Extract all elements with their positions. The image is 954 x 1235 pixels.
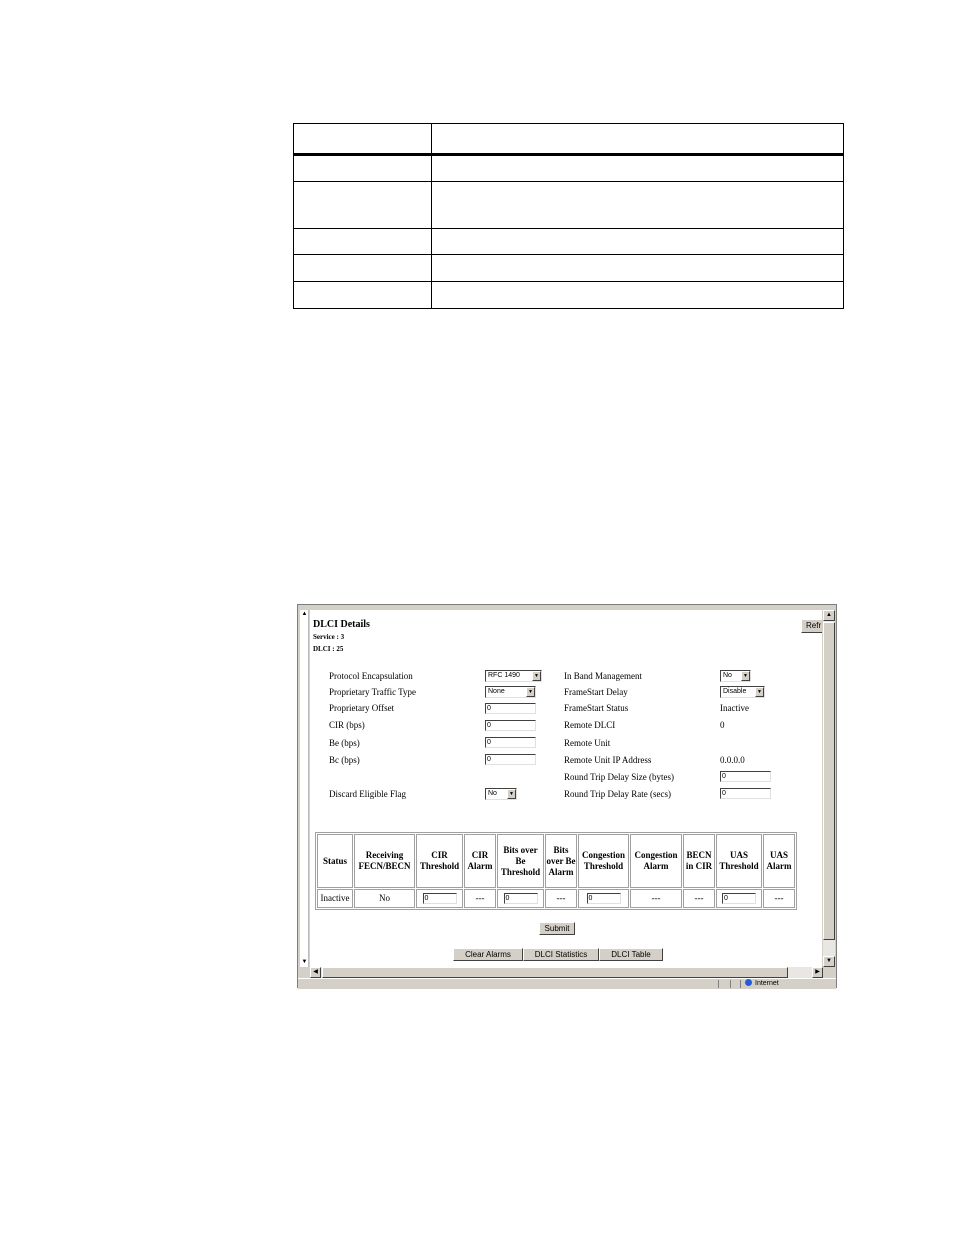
col-receiving: Receiving FECN/BECN bbox=[354, 834, 415, 888]
reference-table-row bbox=[294, 282, 844, 309]
row-status: Inactive bbox=[317, 889, 353, 908]
protocol-encapsulation-select[interactable] bbox=[485, 670, 542, 682]
col-bits-be-alarm: Bits over Be Alarm bbox=[545, 834, 577, 888]
page-title: DLCI Details bbox=[313, 619, 370, 630]
reference-table-row bbox=[294, 255, 844, 282]
in-band-management-label: In Band Management bbox=[564, 671, 642, 681]
col-congestion-threshold: Congestion Threshold bbox=[578, 834, 629, 888]
rtd-size-label: Round Trip Delay Size (bytes) bbox=[564, 772, 674, 782]
discard-eligible-flag-label: Discard Eligible Flag bbox=[329, 789, 406, 799]
remote-unit-label: Remote Unit bbox=[564, 738, 611, 748]
row-receiving: No bbox=[354, 889, 415, 908]
col-becn-cir: BECN in CIR bbox=[683, 834, 715, 888]
zone-label: Internet bbox=[755, 980, 779, 987]
table-row bbox=[317, 889, 795, 908]
service-label: Service : 3 bbox=[313, 633, 345, 641]
chevron-down-icon: ▼ bbox=[526, 687, 535, 697]
reference-table-row bbox=[294, 182, 844, 229]
col-cir-threshold: CIR Threshold bbox=[416, 834, 463, 888]
col-status: Status bbox=[317, 834, 353, 888]
be-label: Be (bps) bbox=[329, 738, 360, 748]
horizontal-scrollbar[interactable] bbox=[310, 967, 823, 978]
row-congestion-alarm: --- bbox=[630, 889, 682, 908]
framestart-status-value: Inactive bbox=[720, 703, 749, 713]
refresh-button[interactable]: Refr bbox=[801, 619, 822, 633]
security-zone bbox=[745, 979, 779, 989]
browser-status-bar bbox=[298, 978, 836, 989]
bc-label: Bc (bps) bbox=[329, 755, 360, 765]
proprietary-traffic-type-value: None bbox=[488, 688, 505, 695]
row-bits-be-alarm: --- bbox=[545, 889, 577, 908]
col-congestion-alarm: Congestion Alarm bbox=[630, 834, 682, 888]
framestart-delay-label: FrameStart Delay bbox=[564, 687, 628, 697]
row-becn-cir: --- bbox=[683, 889, 715, 908]
dlci-table-button[interactable]: DLCI Table bbox=[599, 948, 663, 961]
col-uas-alarm: UAS Alarm bbox=[763, 834, 795, 888]
bits-be-threshold-input[interactable]: 0 bbox=[504, 893, 538, 904]
down-arrow-icon: ▼ bbox=[301, 959, 308, 965]
scroll-up-icon[interactable]: ▲ bbox=[823, 610, 835, 621]
left-gutter bbox=[300, 610, 309, 967]
discard-eligible-flag-value: No bbox=[488, 790, 497, 797]
row-uas-alarm: --- bbox=[763, 889, 795, 908]
remote-dlci-label: Remote DLCI bbox=[564, 720, 616, 730]
chevron-down-icon: ▼ bbox=[532, 671, 541, 681]
globe-icon bbox=[745, 979, 752, 986]
proprietary-offset-input[interactable]: 0 bbox=[485, 703, 536, 714]
protocol-encapsulation-label: Protocol Encapsulation bbox=[329, 671, 413, 681]
browser-window bbox=[297, 604, 837, 988]
vertical-scrollbar[interactable] bbox=[823, 610, 835, 967]
congestion-threshold-input[interactable]: 0 bbox=[587, 893, 621, 904]
cir-label: CIR (bps) bbox=[329, 720, 365, 730]
reference-table-row bbox=[294, 155, 844, 182]
reference-table bbox=[293, 123, 844, 309]
vertical-scroll-thumb[interactable] bbox=[823, 622, 835, 940]
col-bits-be-threshold: Bits over Be Threshold bbox=[497, 834, 544, 888]
scroll-down-icon[interactable]: ▼ bbox=[823, 956, 835, 967]
protocol-encapsulation-value: RFC 1490 bbox=[488, 672, 520, 679]
scroll-right-icon[interactable]: ▶ bbox=[812, 967, 823, 978]
bc-input[interactable]: 0 bbox=[485, 754, 536, 765]
cir-threshold-input[interactable]: 0 bbox=[423, 893, 457, 904]
submit-button[interactable]: Submit bbox=[539, 922, 575, 935]
chevron-down-icon: ▼ bbox=[741, 671, 750, 681]
framestart-status-label: FrameStart Status bbox=[564, 703, 629, 713]
chevron-down-icon: ▼ bbox=[755, 687, 764, 697]
dlci-statistics-button[interactable]: DLCI Statistics bbox=[523, 948, 599, 961]
in-band-management-select[interactable] bbox=[720, 670, 751, 682]
rtd-rate-input[interactable]: 0 bbox=[720, 788, 771, 799]
uas-threshold-input[interactable]: 0 bbox=[722, 893, 756, 904]
status-table bbox=[315, 832, 797, 910]
rtd-rate-label: Round Trip Delay Rate (secs) bbox=[564, 789, 671, 799]
clear-alarms-button[interactable]: Clear Alarms bbox=[453, 948, 523, 961]
remote-unit-ip-value: 0.0.0.0 bbox=[720, 755, 745, 765]
proprietary-traffic-type-select[interactable] bbox=[485, 686, 536, 698]
discard-eligible-flag-select[interactable] bbox=[485, 788, 517, 800]
horizontal-scroll-thumb[interactable] bbox=[322, 967, 788, 978]
dlci-label: DLCI : 25 bbox=[313, 645, 344, 653]
page-content bbox=[310, 610, 822, 967]
up-arrow-icon: ▲ bbox=[301, 611, 308, 617]
scroll-left-icon[interactable]: ◀ bbox=[310, 967, 321, 978]
col-cir-alarm: CIR Alarm bbox=[464, 834, 496, 888]
be-input[interactable]: 0 bbox=[485, 737, 536, 748]
rtd-size-input[interactable]: 0 bbox=[720, 771, 771, 782]
remote-unit-ip-label: Remote Unit IP Address bbox=[564, 755, 652, 765]
remote-dlci-value: 0 bbox=[720, 720, 725, 730]
row-cir-alarm: --- bbox=[464, 889, 496, 908]
reference-table-row bbox=[294, 229, 844, 255]
in-band-management-value: No bbox=[723, 672, 732, 679]
col-uas-threshold: UAS Threshold bbox=[716, 834, 762, 888]
reference-table-header bbox=[294, 124, 844, 155]
proprietary-offset-label: Proprietary Offset bbox=[329, 703, 395, 713]
framestart-delay-value: Disable bbox=[723, 688, 747, 695]
framestart-delay-select[interactable] bbox=[720, 686, 765, 698]
chevron-down-icon: ▼ bbox=[507, 789, 516, 799]
proprietary-traffic-type-label: Proprietary Traffic Type bbox=[329, 687, 417, 697]
cir-input[interactable]: 0 bbox=[485, 720, 536, 731]
status-table-header bbox=[317, 834, 795, 888]
